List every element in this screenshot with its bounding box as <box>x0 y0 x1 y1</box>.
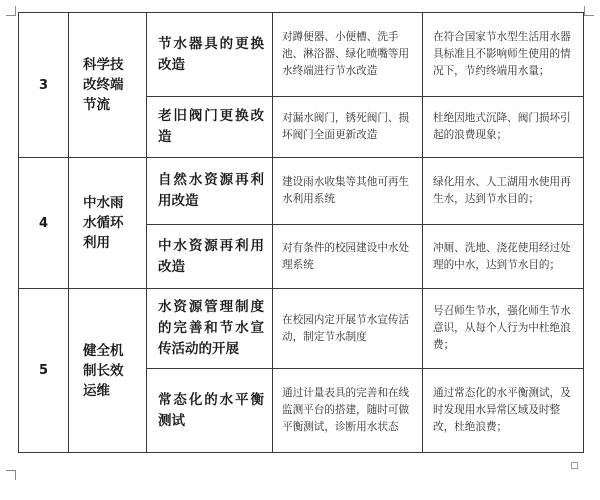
effect-text: 号召师生节水，强化师生节水意识，从每个人行为中杜绝浪费； <box>433 305 571 351</box>
category-cell <box>69 289 147 453</box>
item-label: 自然水资源再利用改造 <box>158 172 264 209</box>
water-saving-measures-table <box>18 12 584 453</box>
table-row <box>19 158 584 225</box>
category-cell <box>69 13 147 158</box>
item-label: 常态化的水平衡测试 <box>158 391 264 429</box>
page-corner-mark-top-right <box>584 6 594 16</box>
item-label: 水资源管理制度的完善和节水宣传活动的开展 <box>158 299 264 357</box>
effect-cell <box>423 289 584 369</box>
category-cell <box>69 158 147 289</box>
table-resize-handle[interactable] <box>571 462 578 469</box>
measure-cell <box>273 289 423 369</box>
page-corner-mark-top-left <box>6 6 16 16</box>
measure-cell <box>273 97 423 158</box>
table-row <box>19 13 584 97</box>
effect-text: 通过常态化的水平衡测试，及时发现用水异常区域及时整改，杜绝浪费； <box>433 387 571 433</box>
item-cell <box>147 97 273 158</box>
item-label: 节水器具的更换改造 <box>158 35 264 73</box>
item-cell <box>147 289 273 369</box>
measure-text: 建设雨水收集等其他可再生水利用系统 <box>282 176 410 205</box>
effect-cell <box>423 13 584 97</box>
measure-text: 在校园内定开展节水宣传活动，制定节水制度 <box>282 313 410 343</box>
category-label: 健全机制长效运维 <box>83 342 124 399</box>
effect-text: 绿化用水、人工湖用水使用再生水，达到节水目的； <box>433 176 571 205</box>
effect-text: 杜绝因地式沉降、阀门损坏引起的浪费现象； <box>433 112 571 141</box>
effect-cell <box>423 369 584 453</box>
group-number: 5 <box>38 363 49 378</box>
effect-cell <box>423 97 584 158</box>
group-number-cell <box>19 289 69 453</box>
page-corner-mark-bottom-left <box>6 470 16 480</box>
item-cell <box>147 225 273 289</box>
effect-cell <box>423 225 584 289</box>
group-number: 4 <box>38 215 49 231</box>
item-cell <box>147 158 273 225</box>
table-row <box>19 289 584 369</box>
item-cell <box>147 369 273 453</box>
category-label: 科学技改终端节流 <box>83 57 124 113</box>
item-cell <box>147 13 273 97</box>
group-number: 3 <box>38 77 49 93</box>
item-label: 中水资源再利用改造 <box>158 237 264 275</box>
group-number-cell <box>19 13 69 158</box>
measure-text: 通过计量表具的完善和在线监测平台的搭建，随时可做平衡测试，诊断用水状态 <box>282 387 410 433</box>
measure-text: 对漏水阀门，锈死阀门、损坏阀门全面更新改造 <box>282 112 410 141</box>
measure-cell <box>273 225 423 289</box>
effect-cell <box>423 158 584 225</box>
effect-text: 在符合国家节水型生活用水器具标准且不影响师生使用的情况下，节约终端用水量； <box>433 31 571 77</box>
measure-text: 对有条件的校园建设中水处理系统 <box>282 241 410 271</box>
effect-text: 冲厕、洗地、浇花使用经过处理的中水，达到节水目的； <box>433 241 571 271</box>
measure-cell <box>273 13 423 97</box>
measure-text: 对蹲便器、小便槽、洗手池、淋浴器、绿化喷嘴等用水终端进行节水改造 <box>282 31 410 77</box>
group-number-cell <box>19 158 69 289</box>
category-label: 中水雨水循环利用 <box>83 195 124 251</box>
measure-cell <box>273 158 423 225</box>
measure-cell <box>273 369 423 453</box>
item-label: 老旧阀门更换改造 <box>158 108 264 145</box>
